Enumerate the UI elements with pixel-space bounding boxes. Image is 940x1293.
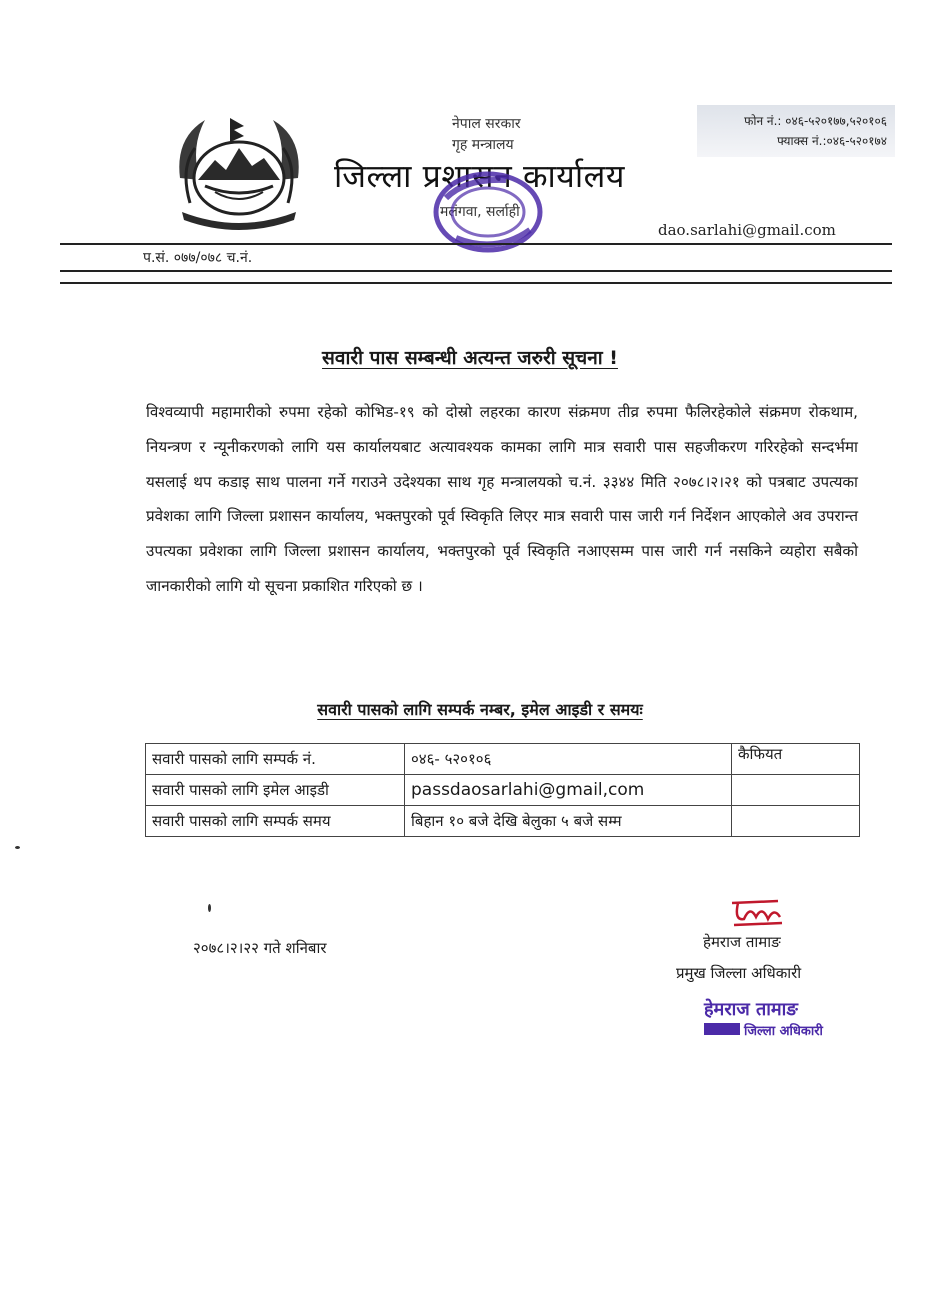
contact-info-box (697, 105, 895, 157)
fax-number: फ्याक्स नं.:०४६-५२०१७४ (777, 134, 887, 148)
table-cell: ०४६- ५२०१०६ (405, 744, 732, 775)
header-rule-top (60, 243, 892, 245)
svg-text:हेमराज तामाङ: हेमराज तामाङ (704, 999, 798, 1020)
government-name: नेपाल सरकार (452, 116, 521, 132)
table-cell: कैफियत (732, 744, 860, 775)
signature-stamp (700, 997, 845, 1041)
nepal-emblem-logo (160, 108, 318, 236)
phone-number: फोन नं.: ०४६-५२०१७७,५२०१०६ (744, 114, 887, 128)
table-cell (732, 775, 860, 806)
header-rule-bottom (60, 282, 892, 284)
table-row (146, 775, 860, 806)
ministry-name: गृह मन्त्रालय (452, 137, 514, 153)
notice-title: सवारी पास सम्बन्धी अत्यन्त जरुरी सूचना ! (322, 347, 618, 369)
svg-text:जिल्ला अधिकारी: जिल्ला अधिकारी (744, 1024, 823, 1039)
table-cell: सवारी पासको लागि सम्पर्क समय (146, 806, 405, 837)
table-cell: सवारी पासको लागि इमेल आइडी (146, 775, 405, 806)
header-rule-middle (60, 270, 892, 272)
table-cell: बिहान १० बजे देखि बेलुका ५ बजे सम्म (405, 806, 732, 837)
signer-name: हेमराज तामाङ (703, 933, 781, 951)
scan-speck (208, 904, 211, 912)
office-title: जिल्ला प्रशासन कार्यालय (334, 157, 625, 195)
notice-date: २०७८।२।२२ गते शनिबार (193, 939, 327, 957)
office-seal-stamp (426, 168, 556, 260)
table-cell: सवारी पासको लागि सम्पर्क नं. (146, 744, 405, 775)
notice-body: विश्वव्यापी महामारीको रुपमा रहेको कोभिड-१९ को दोस्रो लहरका कारण संक्रमण तीव्र रुपमा फैलिरहेकोले संक्रमण रोकथाम, नियन्त्रण र न्यूनीकरणको लागि यस कार्यालयबाट अत्यावश्यक कामका लागि मात्र सवारी पास सहजीकरण गरिरहेको सन्दर्भमा यसलाई थप कडाइ साथ पालना गर्ने गराउने उदेश्यका साथ गृह मन्त्रालयको च.नं. ३३४४ मिति २०७८।२।२१ को पत्रबाट उपत्यका प्रवेशका लागि जिल्ला प्रशासन कार्यालय, भक्तपुरको पूर्व स्विकृति लिएर मात्र सवारी पास जारी गर्न निर्देशन आएकोले अव उपरान्त उपत्यका प्रवेशका लागि जिल्ला प्रशासन कार्यालय, भक्तपुरको पूर्व स्विकृति नआएसम्म पास जारी गर्न नसकिने व्यहोरा सबैको जानकारीको लागि यो सूचना प्रकाशित गरिएको छ । (146, 403, 858, 595)
table-row (146, 744, 860, 775)
table-row (146, 806, 860, 837)
contact-table (145, 743, 860, 837)
office-location: मलंगवा, सर्लाही (440, 204, 520, 220)
table-cell (732, 806, 860, 837)
handwritten-signature (728, 893, 786, 929)
contact-heading: सवारी पासको लागि सम्पर्क नम्बर, इमेल आइडी र समयः (317, 700, 643, 719)
scan-speck (15, 846, 20, 849)
signer-title: प्रमुख जिल्ला अधिकारी (676, 964, 802, 982)
reference-number: प.सं. ०७७/०७८ च.नं. (143, 250, 253, 266)
office-email: dao.sarlahi@gmail.com (658, 221, 836, 239)
table-cell: passdaosarlahi@gmail,com (405, 775, 732, 806)
